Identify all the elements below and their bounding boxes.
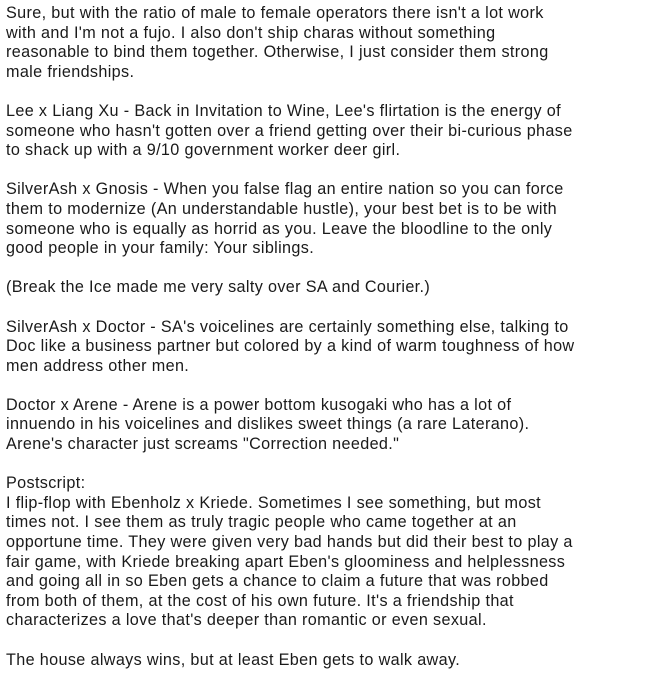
intro-paragraph: Sure, but with the ratio of male to female operators there isn't a lot work with and I'm not a fujo. I also don't ship charas without something reasonable to bind them together. Otherwise, I just consider them strong male friendships. <box>6 4 549 81</box>
silverash-doctor-paragraph: SilverAsh x Doctor - SA's voicelines are certainly something else, talking to Doc like a business partner but colored by a kind of warm toughness of how men address other men. <box>6 317 575 375</box>
doctor-arene-paragraph: Doctor x Arene - Arene is a power bottom kusogaki who has a lot of innuendo in his voicelines and dislikes sweet things (a rare Laterano). Arene's character just screams "Correction needed." <box>6 395 530 454</box>
postscript-paragraph: Postscript: I flip-flop with Ebenholz x Kriede. Sometimes I see something, but most times not. I see them as truly tragic people who came together at an opportune time. They were given very bad hands but did their best to play a fair game, with Kriede breaking apart Eben's gloominess and helplessness and going all in so Eben gets a chance to claim a future that was robbed from both of them, at the cost of his own future. It's a friendship that characterizes a love that's deeper than romantic or even sexual. <box>6 474 573 630</box>
lee-liang-xu-paragraph: Lee x Liang Xu - Back in Invitation to Wine, Lee's flirtation is the energy of someone who hasn't gotten over a friend getting over their bi-curious phase to shack up with a 9/10 government worker deer girl. <box>6 101 573 160</box>
silverash-gnosis-paragraph: SilverAsh x Gnosis - When you false flag an entire nation so you can force them to modernize (An understandable hustle), your best bet is to be with someone who is equally as horrid as you. Leave the bloodline to the only good people in your family: Your siblings. <box>6 180 564 258</box>
break-the-ice-paragraph: (Break the Ice made me very salty over SA and Courier.) <box>6 278 431 297</box>
closing-paragraph: The house always wins, but at least Eben gets to walk away. <box>6 650 461 669</box>
